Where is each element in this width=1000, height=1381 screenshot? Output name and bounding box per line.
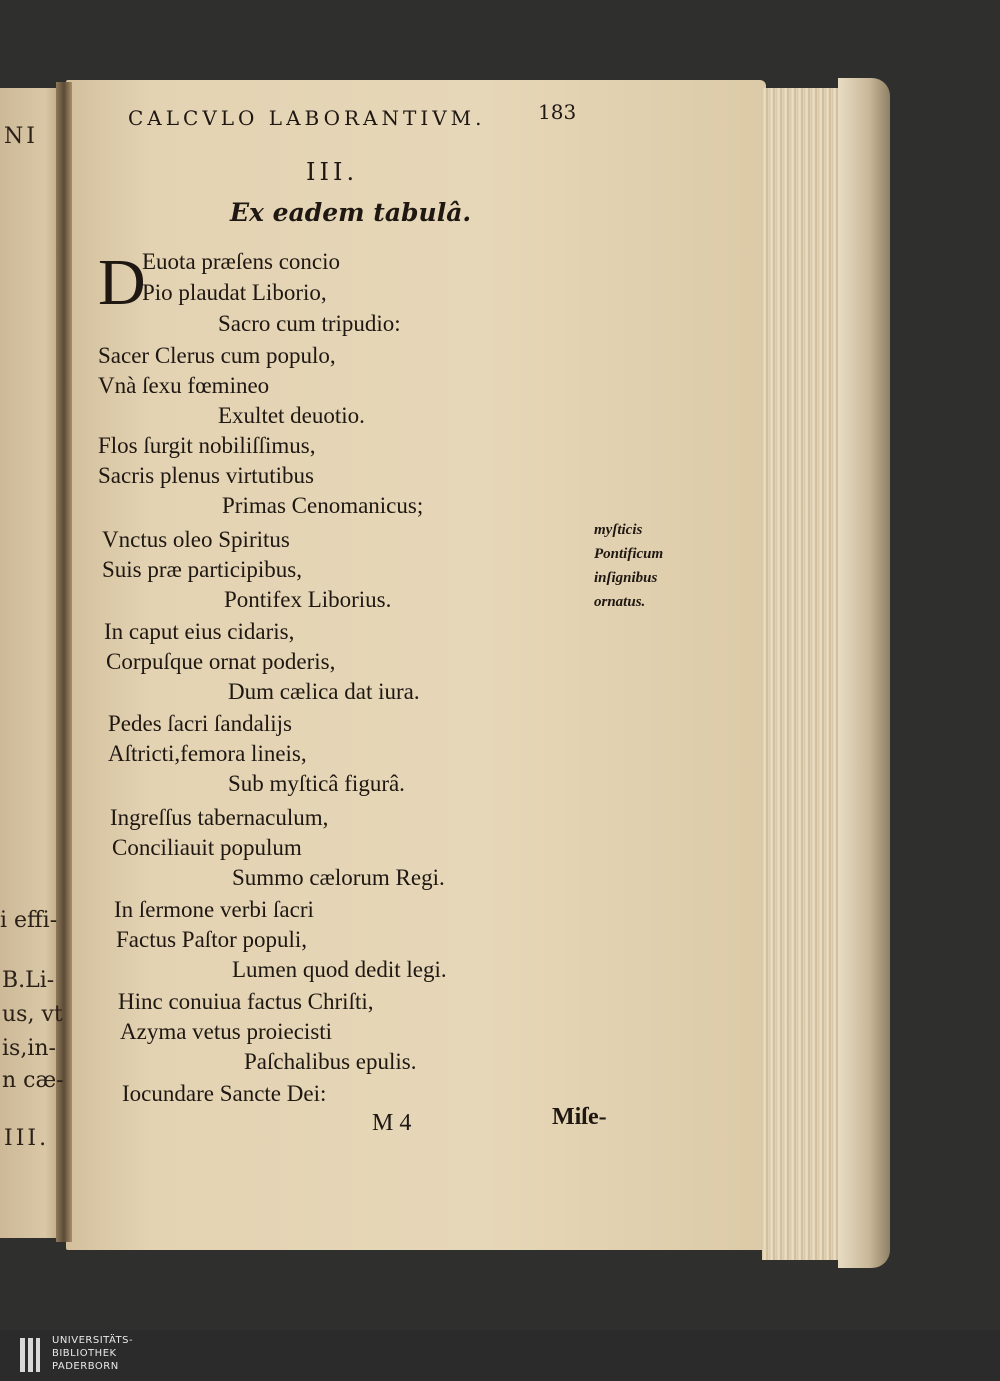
- poem-line: Hinc conuiua factus Chriſti,: [118, 989, 374, 1014]
- catchword: Miſe-: [552, 1104, 607, 1130]
- poem-line: In ſermone verbi ſacri: [114, 897, 314, 922]
- poem-line: Pedes ſacri ſandalijs: [108, 711, 292, 736]
- library-logo-icon: [18, 1336, 42, 1374]
- left-fragment: i effi-: [0, 908, 58, 933]
- poem-line: Primas Cenomanicus;: [222, 493, 424, 518]
- library-name-line: PADERBORN: [52, 1361, 119, 1372]
- library-name-line: UNIVERSITÄTS-: [52, 1335, 134, 1346]
- left-fragment: NI: [4, 124, 38, 149]
- margin-note-line: inſignibus: [594, 570, 658, 586]
- poem-line: Vnctus oleo Spiritus: [102, 527, 290, 552]
- running-title: CALCVLO LABORANTIVM.: [128, 106, 486, 130]
- poem-line: Pio plaudat Liborio,: [142, 280, 327, 305]
- left-page: [0, 88, 64, 1238]
- poem-line: Iocundare Sancte Dei:: [122, 1081, 327, 1106]
- section-subtitle: Ex eadem tabulâ.: [230, 198, 472, 227]
- poem-line: Sacer Clerus cum populo,: [98, 343, 336, 368]
- poem-line: Suis præ participibus,: [102, 557, 302, 582]
- margin-note-line: myſticis: [594, 522, 643, 538]
- library-footer: [0, 1330, 1000, 1381]
- margin-note-line: Pontificum: [594, 546, 664, 562]
- left-fragment: B.Li-: [2, 968, 55, 993]
- poem-line: Paſchalibus epulis.: [244, 1049, 417, 1074]
- poem-line: In caput eius cidaris,: [104, 619, 295, 644]
- poem-line: Dum cælica dat iura.: [228, 679, 420, 704]
- poem-line: Lumen quod dedit legi.: [232, 957, 447, 982]
- poem-line: Exultet deuotio.: [218, 403, 365, 428]
- poem-line: Sacris plenus virtutibus: [98, 463, 314, 488]
- poem-line: Aſtricti,femora lineis,: [108, 741, 307, 766]
- poem-line: Ingreſſus tabernaculum,: [110, 805, 329, 830]
- poem-line: Corpuſque ornat poderis,: [106, 649, 336, 674]
- poem-line: Conciliauit populum: [112, 835, 302, 860]
- poem-line: Flos ſurgit nobiliſſimus,: [98, 433, 316, 458]
- left-fragment: III.: [4, 1126, 50, 1151]
- margin-note-line: ornatus.: [594, 594, 646, 610]
- poem-line: Sacro cum tripudio:: [218, 311, 401, 336]
- poem-line: Sub myſticâ figurâ.: [228, 771, 405, 796]
- signature-mark: M 4: [372, 1110, 412, 1136]
- left-fragment: us, vt: [2, 1002, 63, 1027]
- poem-line: Factus Paſtor populi,: [116, 927, 308, 952]
- book-cover: [838, 78, 890, 1268]
- page-number: 183: [538, 100, 577, 124]
- poem-line: Euota præſens concio: [142, 249, 341, 274]
- poem-line: Vnà ſexu fœmineo: [98, 373, 270, 398]
- library-name: [52, 1334, 133, 1373]
- left-fragment: is,in-: [2, 1036, 56, 1061]
- poem-line: Summo cælorum Regi.: [232, 865, 445, 890]
- drop-cap: D: [98, 246, 146, 319]
- library-name-line: BIBLIOTHEK: [52, 1348, 117, 1359]
- section-number: III.: [306, 158, 359, 186]
- poem-line: Azyma vetus proiecisti: [120, 1019, 333, 1044]
- left-fragment: n cæ-: [2, 1068, 64, 1093]
- poem-line: Pontifex Liborius.: [224, 587, 392, 612]
